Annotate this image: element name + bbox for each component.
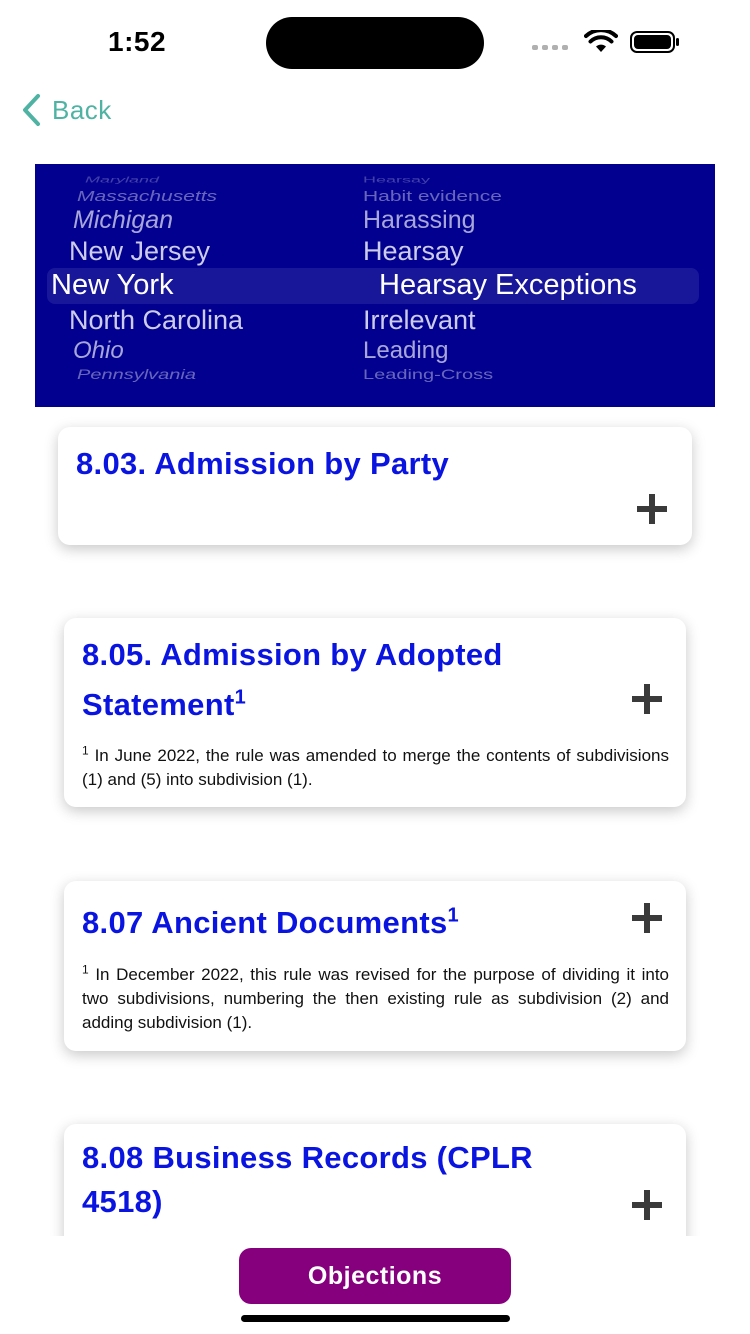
picker-objection-item[interactable]: Leading	[363, 337, 449, 364]
plus-icon[interactable]	[637, 494, 667, 524]
picker-state-item[interactable]: Pennsylvania	[77, 367, 196, 383]
picker-state-selected[interactable]: New York	[51, 269, 174, 301]
status-time: 1:52	[108, 26, 167, 57]
rule-card-note-text: In June 2022, the rule was amended to merge the contents of subdivisions (1) and (5) into subdivision (1).	[82, 746, 669, 789]
rule-card-title-line: Statement$^1$	[82, 686, 247, 722]
rule-card-note	[82, 963, 669, 1035]
objections-button[interactable]: Objections	[239, 1248, 511, 1304]
rule-card-title	[82, 1136, 533, 1224]
rule-card[interactable]	[64, 1124, 686, 1236]
rule-card-title	[82, 630, 503, 730]
rule-card-note	[82, 744, 669, 792]
picker-state-item[interactable]: North Carolina	[69, 305, 244, 335]
picker-state-item[interactable]: Maryland	[85, 175, 160, 185]
rule-card[interactable]	[58, 427, 692, 545]
picker-objection-item[interactable]: Harassing	[363, 206, 476, 234]
picker-state-item[interactable]: Massachusetts	[77, 188, 218, 205]
rule-card-title-line: 8.08 Business Records (CPLR	[82, 1140, 533, 1175]
picker-state-item[interactable]: Ohio	[73, 337, 124, 364]
picker-objection-item[interactable]: Hearsay	[363, 236, 464, 266]
picker-objection-selected[interactable]: Hearsay Exceptions	[379, 269, 637, 301]
rule-card[interactable]	[64, 881, 686, 1051]
picker-state-item[interactable]: Michigan	[73, 206, 174, 234]
picker-state-item[interactable]: New Jersey	[69, 236, 211, 266]
footnote-mark: 1	[82, 743, 89, 758]
footnote-mark: 1	[234, 686, 247, 709]
rule-card-title: 8.07 Ancient Documents$^1$	[82, 904, 459, 940]
rule-card-title-line: 4518)	[82, 1184, 163, 1219]
picker-objection-item[interactable]: Leading-Cross	[363, 367, 494, 383]
plus-icon[interactable]	[632, 684, 662, 714]
rule-card-note-text: In December 2022, this rule was revised for the purpose of dividing it into two subdivisions, numbering the then existing rule as subdivision (2) and adding subdivision (1).	[82, 965, 669, 1032]
plus-icon[interactable]	[632, 1190, 662, 1220]
rule-card-title-line: 8.05. Admission by Adopted	[82, 637, 503, 672]
rule-card-title: 8.03. Admission by Party	[76, 446, 450, 481]
picker-objection-item[interactable]: Hearsay	[363, 175, 431, 185]
back-label: Back	[52, 94, 112, 125]
footnote-mark: 1	[82, 962, 89, 977]
plus-icon[interactable]	[632, 903, 662, 933]
picker-objection-item[interactable]: Habit evidence	[363, 188, 502, 205]
footnote-mark: 1	[447, 904, 459, 927]
home-indicator	[241, 1315, 510, 1322]
picker-objection-item[interactable]: Irrelevant	[363, 305, 476, 335]
rule-card[interactable]	[64, 618, 686, 807]
